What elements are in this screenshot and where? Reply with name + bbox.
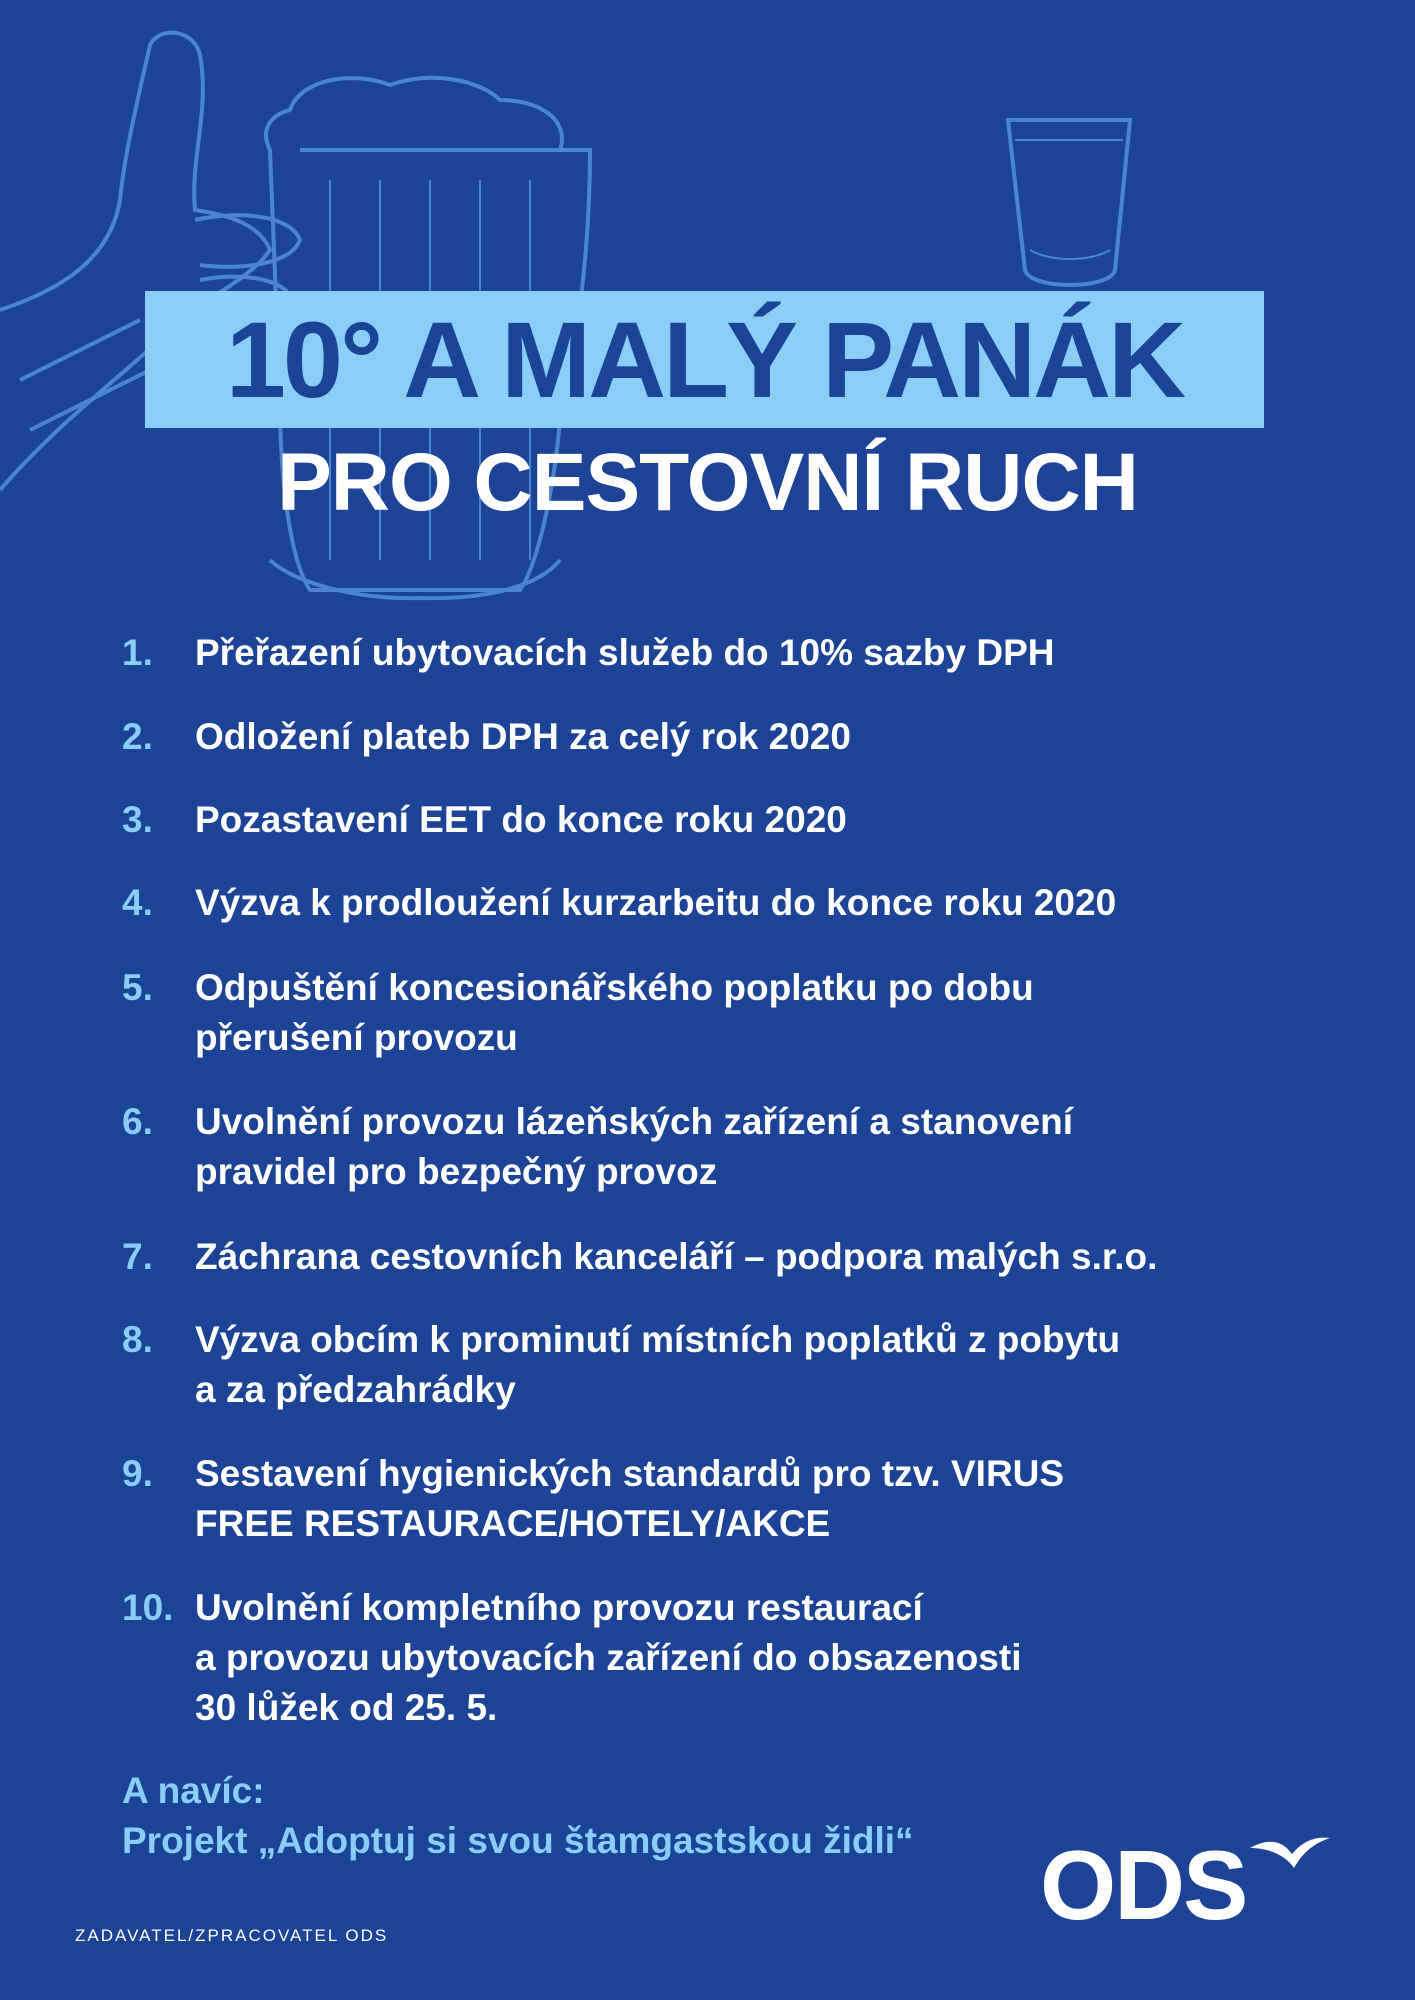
item-text: Uvolnění kompletního provozu restaurací a provozu ubytovacích zařízení do obsazenosti 30 lůžek od 25. 5. <box>195 1587 1022 1728</box>
list-item <box>122 712 1302 762</box>
list-item <box>122 1232 1302 1282</box>
item-number: 9. <box>122 1453 153 1494</box>
item-text: Výzva obcím k prominutí místních poplatků z pobytu a za předzahrádky <box>195 1319 1121 1410</box>
list-item <box>122 1315 1302 1415</box>
list-item <box>122 628 1302 678</box>
bonus-heading: A navíc: <box>122 1770 265 1811</box>
item-text: Přeřazení ubytovacích služeb do 10% sazby DPH <box>195 632 1055 673</box>
item-text: Výzva k prodloužení kurzarbeitu do konce roku 2020 <box>195 882 1117 923</box>
list-item <box>122 795 1302 845</box>
list-item <box>122 963 1302 1063</box>
title-main: 10° A MALÝ PANÁK <box>225 299 1184 420</box>
item-number: 1. <box>122 632 153 673</box>
item-text: Sestavení hygienických standardů pro tzv. VIRUS FREE RESTAURACE/HOTELY/AKCE <box>195 1453 1065 1544</box>
item-text: Záchrana cestovních kanceláří – podpora malých s.r.o. <box>195 1236 1158 1277</box>
ods-logo <box>1040 1820 1340 1950</box>
logo-text: ODS <box>1040 1830 1247 1940</box>
item-number: 10. <box>122 1587 174 1628</box>
shot-glass-icon <box>1008 120 1130 285</box>
item-text: Odložení plateb DPH za celý rok 2020 <box>195 716 851 757</box>
title-sub: PRO CESTOVNÍ RUCH <box>277 437 1138 528</box>
item-number: 7. <box>122 1236 153 1277</box>
item-number: 6. <box>122 1101 153 1142</box>
bonus-text: Projekt „Adoptuj si svou štamgastskou židli“ <box>122 1820 914 1861</box>
list-item <box>122 878 1302 928</box>
item-text: Uvolnění provozu lázeňských zařízení a stanovení pravidel pro bezpečný provoz <box>195 1101 1073 1192</box>
item-text: Pozastavení EET do konce roku 2020 <box>195 799 847 840</box>
list-item <box>122 1583 1302 1733</box>
item-text: Odpuštění koncesionářského poplatku po dobu přerušení provozu <box>195 967 1034 1058</box>
list-item <box>122 1097 1302 1197</box>
item-number: 8. <box>122 1319 153 1360</box>
item-number: 3. <box>122 799 153 840</box>
credit-line: ZADAVATEL/ZPRACOVATEL ODS <box>75 1926 389 1945</box>
list-item <box>122 1449 1302 1549</box>
bird-icon <box>1250 1830 1330 1870</box>
item-number: 5. <box>122 967 153 1008</box>
item-number: 2. <box>122 716 153 757</box>
title-banner <box>145 291 1264 428</box>
bonus-section <box>122 1766 914 1866</box>
item-number: 4. <box>122 882 153 923</box>
